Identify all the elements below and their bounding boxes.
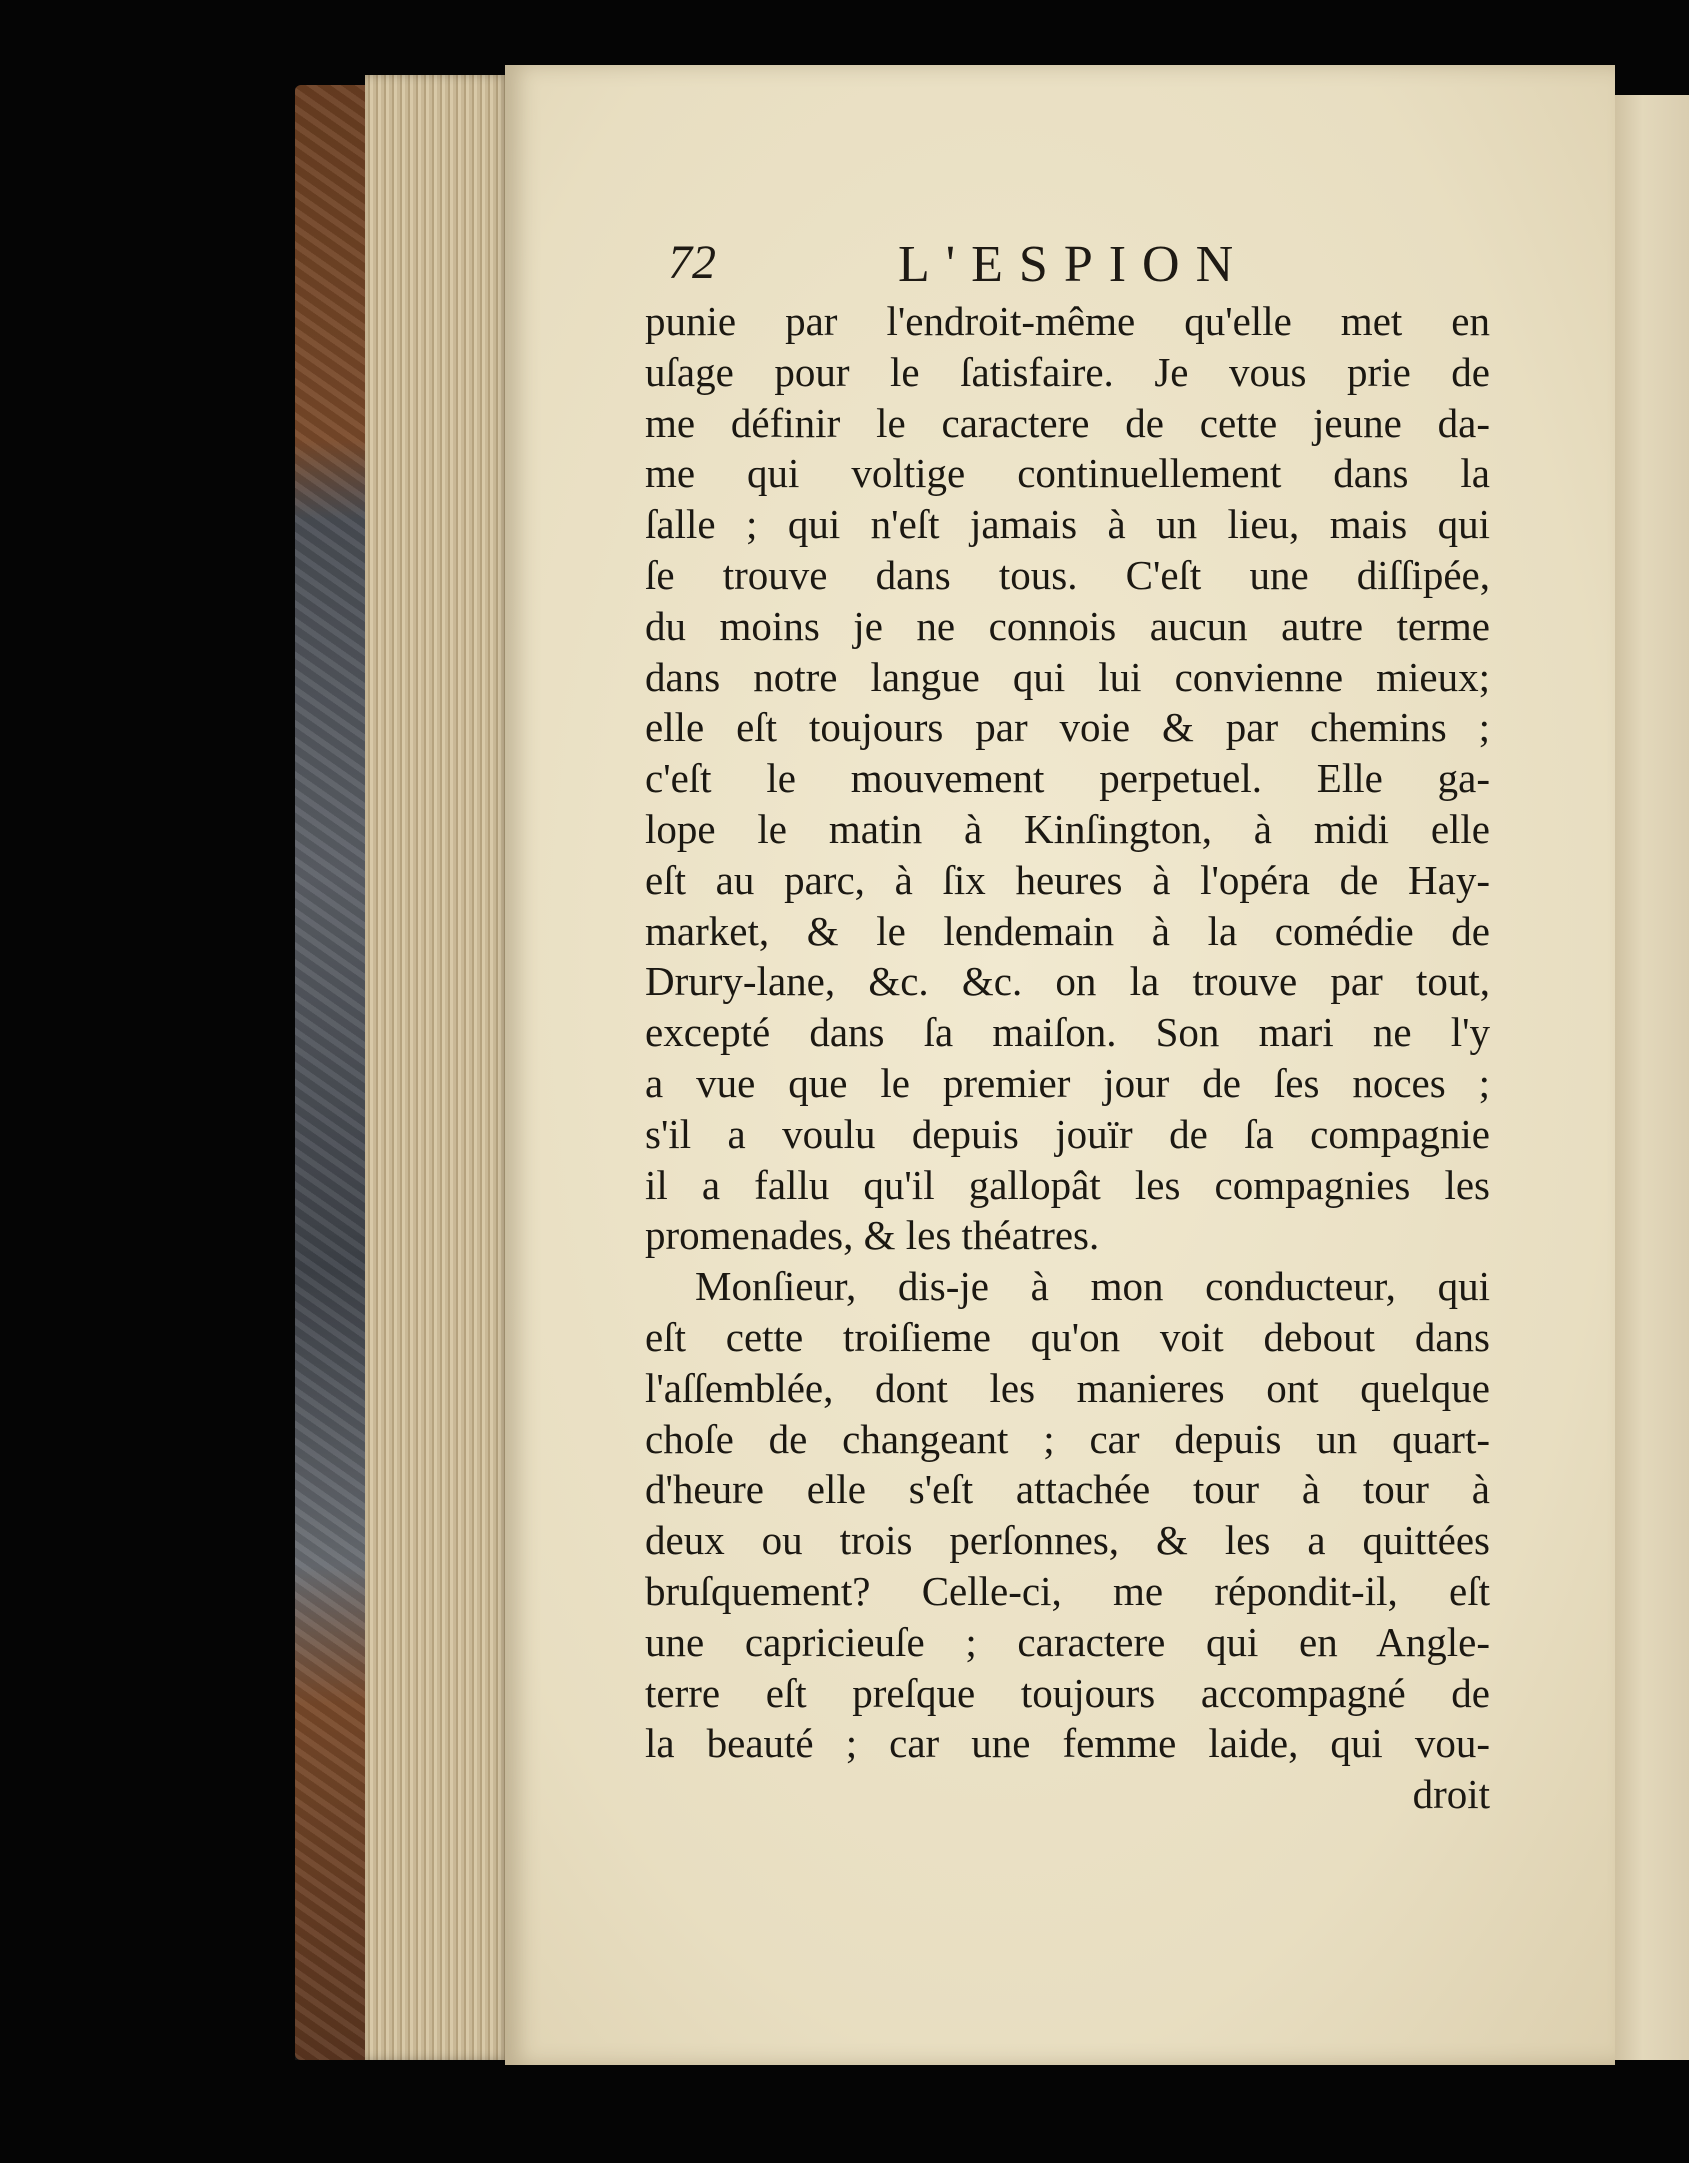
text-line: eſt au parc, à ſix heures à l'opéra de Hay- [645,856,1490,903]
text-line: a vue que le premier jour de ſes noces ; [645,1059,1490,1106]
text-line: uſage pour le ſatisfaire. Je vous prie de [645,348,1490,395]
text-line: punie par l'endroit-même qu'elle met en [645,298,1490,344]
text-line: ſalle ; qui n'eſt jamais à un lieu, mais qui [645,501,1490,548]
text-line: dans notre langue qui lui convienne mieux; [645,653,1490,700]
body-text [645,296,1490,1820]
text-line: du moins je ne connois aucun autre terme [645,602,1490,649]
facing-page-edge [1612,95,1689,2060]
text-line: Drury-lane, &c. &c. on la trouve par tout, [645,958,1490,1005]
text-line: choſe de changeant ; car depuis un quart- [645,1415,1490,1462]
running-title: L'ESPION [898,236,1250,293]
text-line: s'il a voulu depuis jouïr de ſa compagnie [645,1110,1490,1157]
text-line: la beauté ; car une femme laide, qui vou- [645,1720,1490,1767]
text-line: d'heure elle s'eſt attachée tour à tour à [645,1466,1490,1513]
text-line: eſt cette troiſieme qu'on voit debout dans [645,1313,1490,1360]
text-line: lope le matin à Kinſington, à midi elle [645,805,1490,852]
text-line: promenades, & les théatres. [645,1212,1100,1259]
text-line: deux ou trois perſonnes, & les a quittées [645,1517,1490,1564]
text-line: l'aſſemblée, dont les manieres ont quelque [645,1364,1490,1411]
page-header [668,235,1278,295]
text-line: ſe trouve dans tous. C'eſt une diſſipée, [645,551,1490,598]
text-line: une capricieuſe ; caractere qui en Angle- [645,1618,1490,1665]
text-line: bruſquement? Celle-ci, me répondit-il, eſt [645,1567,1490,1614]
text-line: me définir le caractere de cette jeune da- [645,399,1490,446]
text-line: market, & le lendemain à la comédie de [645,907,1490,954]
text-line: c'eſt le mouvement perpetuel. Elle ga- [645,755,1490,802]
catchword: droit [1412,1771,1490,1818]
text-line: me qui voltige continuellement dans la [645,450,1490,497]
text-line: elle eſt toujours par voie & par chemins ; [645,704,1490,751]
text-line: terre eſt preſque toujours accompagné de [645,1669,1490,1716]
text-line: Monſieur, dis-je à mon conducteur, qui [695,1263,1490,1310]
text-line: il a fallu qu'il gallopât les compagnies les [645,1161,1490,1208]
page-number: 72 [668,236,716,289]
text-line: excepté dans ſa maiſon. Son mari ne l'y [645,1009,1490,1056]
page-edges [365,75,510,2060]
